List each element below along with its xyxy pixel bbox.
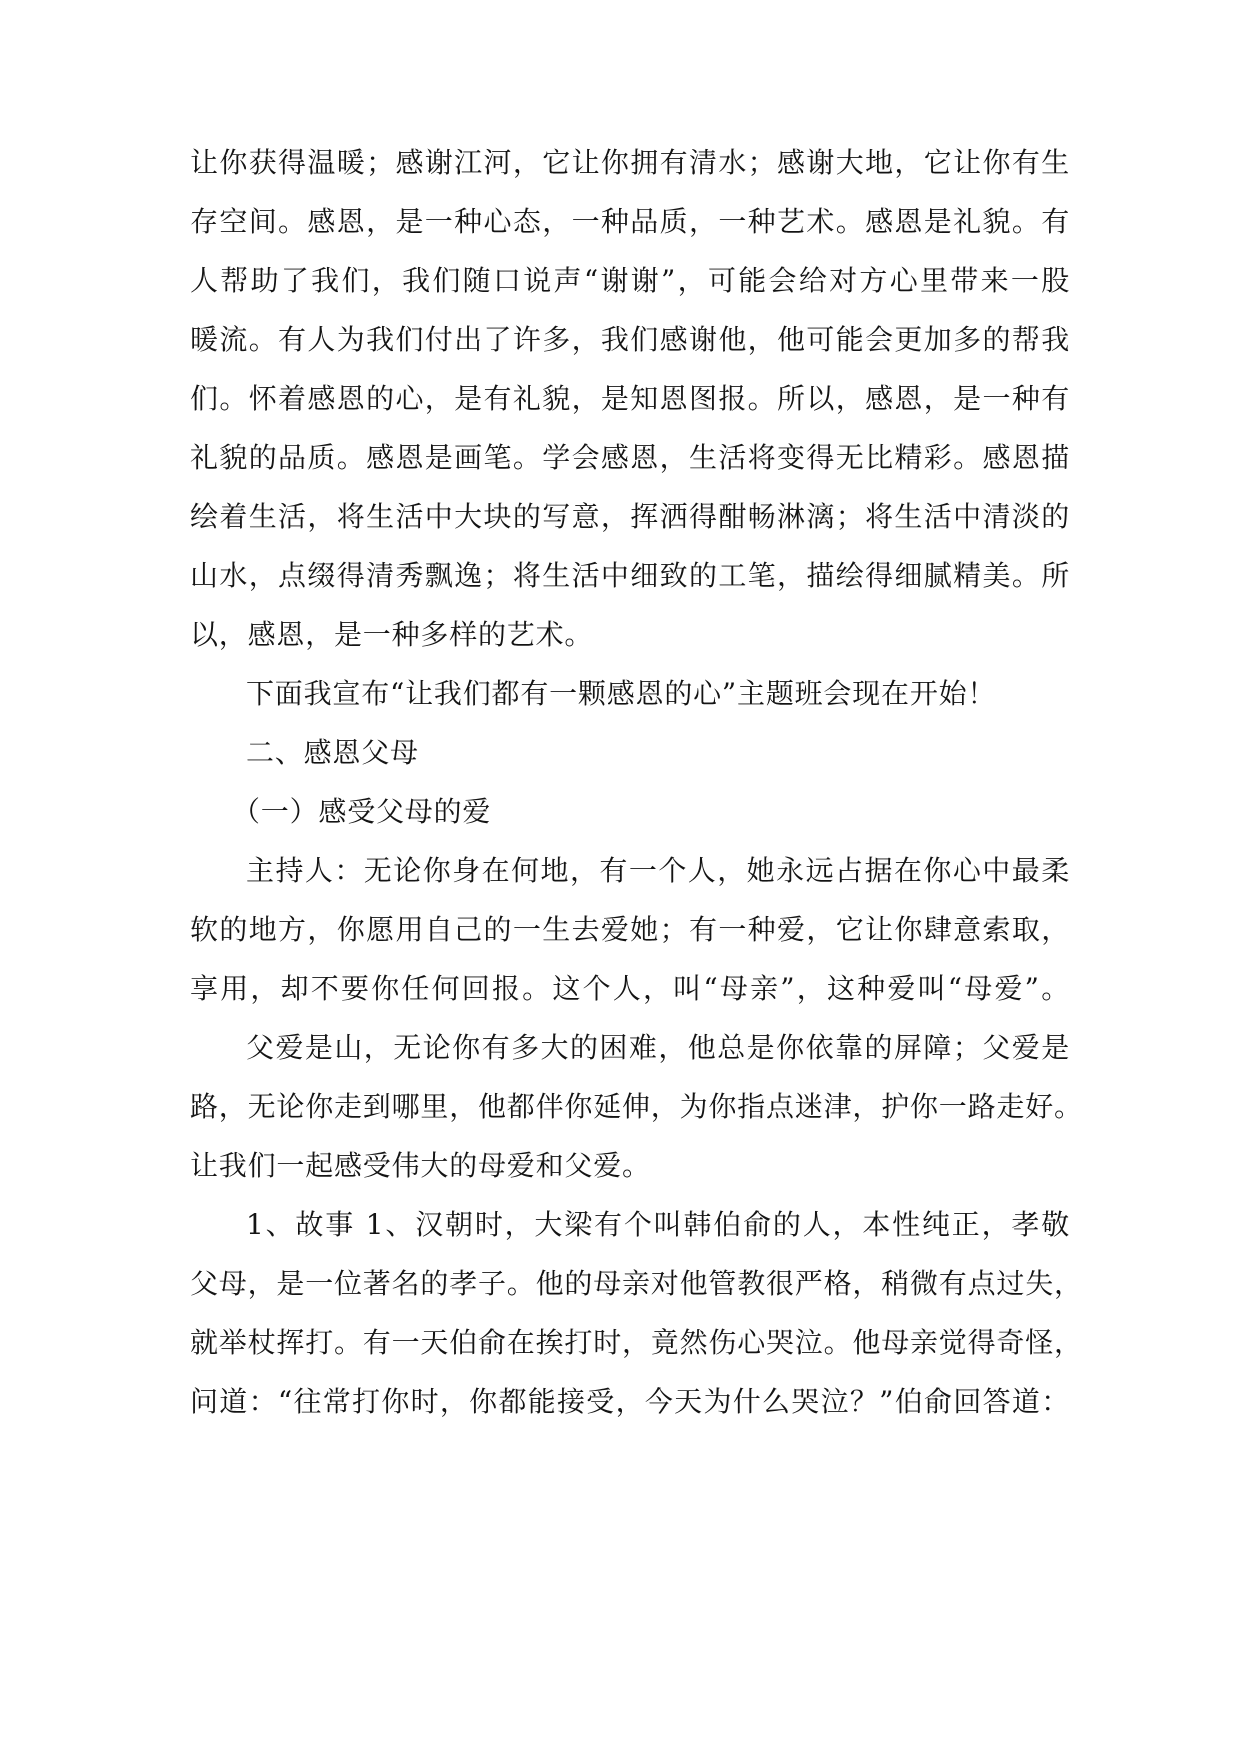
text-line: 享用，却不要你任何回报。这个人，叫“母亲”，这种爱叫“母爱”。 [190, 972, 1070, 1005]
text-line: 父母，是一位著名的孝子。他的母亲对他管教很严格，稍微有点过失， [190, 1267, 1083, 1300]
text-line: 就举杖挥打。有一天伯俞在挨打时，竟然伤心哭泣。他母亲觉得奇怪， [190, 1326, 1083, 1359]
text-line: 路，无论你走到哪里，他都伴你延伸，为你指点迷津，护你一路走好。 [190, 1090, 1083, 1123]
text-line: 让你获得温暖；感谢江河，它让你拥有清水；感谢大地，它让你有生 [190, 146, 1070, 179]
text-line: 以，感恩，是一种多样的艺术。 [190, 618, 594, 651]
announcement-line: 下面我宣布“让我们都有一颗感恩的心”主题班会现在开始！ [246, 677, 997, 710]
text-line: 山水，点缀得清秀飘逸；将生活中细致的工笔，描绘得细腻精美。所 [190, 559, 1070, 592]
text-line: 绘着生活，将生活中大块的写意，挥洒得酣畅淋漓；将生活中清淡的 [190, 500, 1070, 533]
text-line: 主持人：无论你身在何地，有一个人，她永远占据在你心中最柔 [246, 854, 1070, 887]
text-line: 们。怀着感恩的心，是有礼貌，是知恩图报。所以，感恩，是一种有 [190, 382, 1070, 415]
text-line: 礼貌的品质。感恩是画笔。学会感恩，生活将变得无比精彩。感恩描 [190, 441, 1070, 474]
text-line: 软的地方，你愿用自己的一生去爱她；有一种爱，它让你肆意索取， [190, 913, 1070, 946]
text-line: 1、故事 1、汉朝时，大梁有个叫韩伯俞的人，本性纯正，孝敬 [246, 1208, 1070, 1241]
text-line: 问道：“往常打你时，你都能接受，今天为什么哭泣？”伯俞回答道： [190, 1385, 1070, 1418]
text-line: 人帮助了我们，我们随口说声“谢谢”，可能会给对方心里带来一股 [190, 264, 1070, 297]
text-line: 父爱是山，无论你有多大的困难，他总是你依靠的屏障；父爱是 [246, 1031, 1070, 1064]
subsection-heading: （一）感受父母的爱 [232, 795, 492, 828]
section-heading: 二、感恩父母 [246, 736, 419, 769]
text-line: 存空间。感恩，是一种心态，一种品质，一种艺术。感恩是礼貌。有 [190, 205, 1070, 238]
text-line: 暖流。有人为我们付出了许多，我们感谢他，他可能会更加多的帮我 [190, 323, 1070, 356]
text-line: 让我们一起感受伟大的母爱和父爱。 [190, 1149, 651, 1182]
